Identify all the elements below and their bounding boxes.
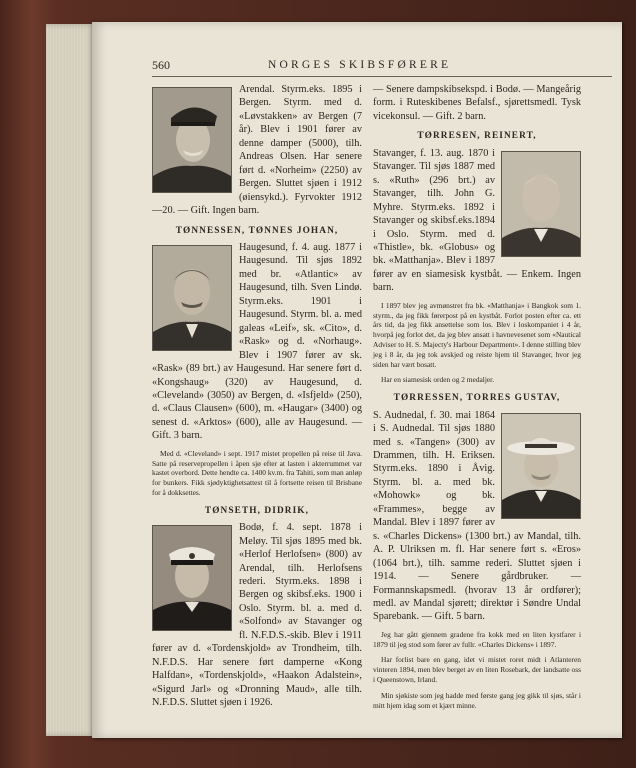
entry5-note-2: Har forlist bare en gang, idet vi mistet roret midt i Atlanteren vinteren 1894, men blev berget av en liten Rosebark, der landsatte oss i Queenstown, Irland. [373,655,581,685]
entry2-text: Haugesund, f. 4. aug. 1877 i Haugesund. Til sjøs 1892 med br. «Atlantic» av Haugesund, tilh. Sven Lindø. Styrm.eks. 1901 i Haugesund. Styrm. bl. a. med galeas «Leif», sk. «Cito», d. «Rask» og d. «Norhaug». Blev i 1907 fører av sk. «Rask» (89 brt.) av Haugesund. Har senere ført d. «Kongshaug» (320) av Haugesund, d. «Cleveland» (3050) av Bergen, d. «Isfjeld» (250), d. «Claus Clausen» (600), m. «Haugar» (3400) og senest d. «Arktos» (600), alle av Haugesund. — Gift. 3 barn. [152,241,362,442]
entry5-text: S. Audnedal, f. 30. mai 1864 i S. Audnedal. Til sjøs 1880 med s. «Tangen» (300) av Drammen, tilh. H. Eriksen. Styrm.eks. 1890 i Åvig. Styrm. bl. a. med bk. «Mohowk» og bk. «Frammes», begge av Mandal. Blev i 1897 fører av s. «Charles Dickens» (1300 brt.) av Mandal, tilh. A. P. Ulriksen m. fl. Har senere ført s. «Eros» (1064 brt.), tilh. samme rederi. Sluttet sjøen i 1914. — Senere gårdbruker. — Formannskapsmedl. (hvorav 13 år ordfører); medl. av Mandal sjørett; direktør i Søndre Undal Sparebank. — Gift. 5 barn. [373,409,581,623]
entry4-note-2: Har en siamesisk orden og 2 medaljer. [381,375,495,385]
entry5-note: Jeg har gått gjennem gradene fra kokk med en liten kystfarer i 1879 til jeg stod som fører av fullr. «Charles Dickens» i 1897. [373,629,581,649]
entry2-name: TØNNESSEN, TØNNES JOHAN, [175,225,339,236]
portrait-photo-tonnessen [152,245,232,351]
right-column [373,83,581,710]
entry1-text: Arendal. Styrm.eks. 1895 i Bergen. Styrm. med d. «Løvstakken» av Bergen (7 år). Blev i 1901 fører av denne damper (5000), tilh. Andreas Olsen. Har senere ført d. «Norheim» (2250) av Bergen. Sluttet sjøen i 1912 (øiensykd.). Fyrvokter 1912 —20. — Gift. Ingen barn. [152,84,362,217]
page-header [152,58,612,76]
header-rule [152,76,612,77]
page-number: 560 [152,58,170,72]
entry5-note-3: Min sjøkiste som jeg hadde med første gang jeg gikk til sjøs, står i mitt hjem idag som et kjært minne. [373,690,581,710]
portrait-photo-torressen [501,413,581,519]
portrait-photo-tonseth [152,525,232,631]
entry2-note: Med d. «Cleveland» i sept. 1917 mistet propellen på reise til Java. Satte på reservepropellen i åpen sjø efter at lasten i akterrummet var kastet overbord. Dette hendte ca. 1400 kv.m. fra Tahiti, som man anløp for bunkers. Fikk sjødyktighetsattest til å fortsette reisen til Brisbane for å dokksettes. [152,448,362,497]
entry3-text: Bodø, f. 4. sept. 1878 i Meløy. Til sjøs 1895 med bk. «Herlof Herlofsen» (800) av Arendal, tilh. Herlofsens rederi. Styrm.eks. 1898 i Bergen og skibsf.eks. 1900 i Oslo. Styrm. bl. a. med d. «Solfond» av Stavanger og fl. N.F.D.S.-skib. Blev i 1911 fører av d. «Tordenskjold» av Trondheim, tilh. N.F.D.S. Har senere ført damperne «Kong Halfdan», «Tordenskjold», «Haakon Adalstein», «Sigurd Jarl» og «Dronning Maud», alle tilh. N.F.D.S. Sluttet sjøen i 1926. [152,522,362,709]
entry4-note: I 1897 blev jeg avmønstret fra bk. «Matthanja» i Bangkok som 1. styrm., da jeg fikk førerpost på en kystbåt. Forlot posten efter ca. ett års tid, da jeg fikk ansettelse som los. Blev i loskompaniet i 4 år, hvorpå jeg forlot det, da jeg blev ansatt i havnevesenet som «Nautical Adviser to H. S. Majecty's Harbour Department». I denne stilling blev jeg i 8 år, da jeg tok avskjed og reiste hjem til Stavanger, hvor jeg siden har vært bosatt. [373,300,581,369]
entry4-name: TØRRESEN, REINERT, [417,131,537,142]
page-edges [46,24,96,736]
portrait-photo-captain-cap [152,87,232,193]
running-title: NORGES SKIBSFØRERE [268,59,452,71]
entry3-continuation: — Senere dampskibsekspd. i Bodø. — Mangeårig form. i Ruteskibenes Befalsf., sjørettsmedl. Tysk vicekonsul. — Gift. 2 barn. [373,84,581,122]
left-column [152,83,362,710]
portrait-photo-torresen [501,151,581,257]
entry5-name: TØRRESSEN, TORRES GUSTAV, [393,393,561,404]
entry3-name: TØNSETH, DIDRIK, [204,505,310,516]
entry4-text: Stavanger, f. 13. aug. 1870 i Stavanger. Til sjøs 1887 med s. «Ruth» (296 brt.) av Stavanger, tilh. John G. Myhre. Styrm.eks. 1892 i Stavanger og skibsf.eks.1894 i Oslo. Styrm. med d. «Thistle», bk. «Globus» og bk. «Matthanja». Blev i 1897 fører av en siamesisk kystbåt. — Enkem. Ingen barn. [373,147,581,294]
